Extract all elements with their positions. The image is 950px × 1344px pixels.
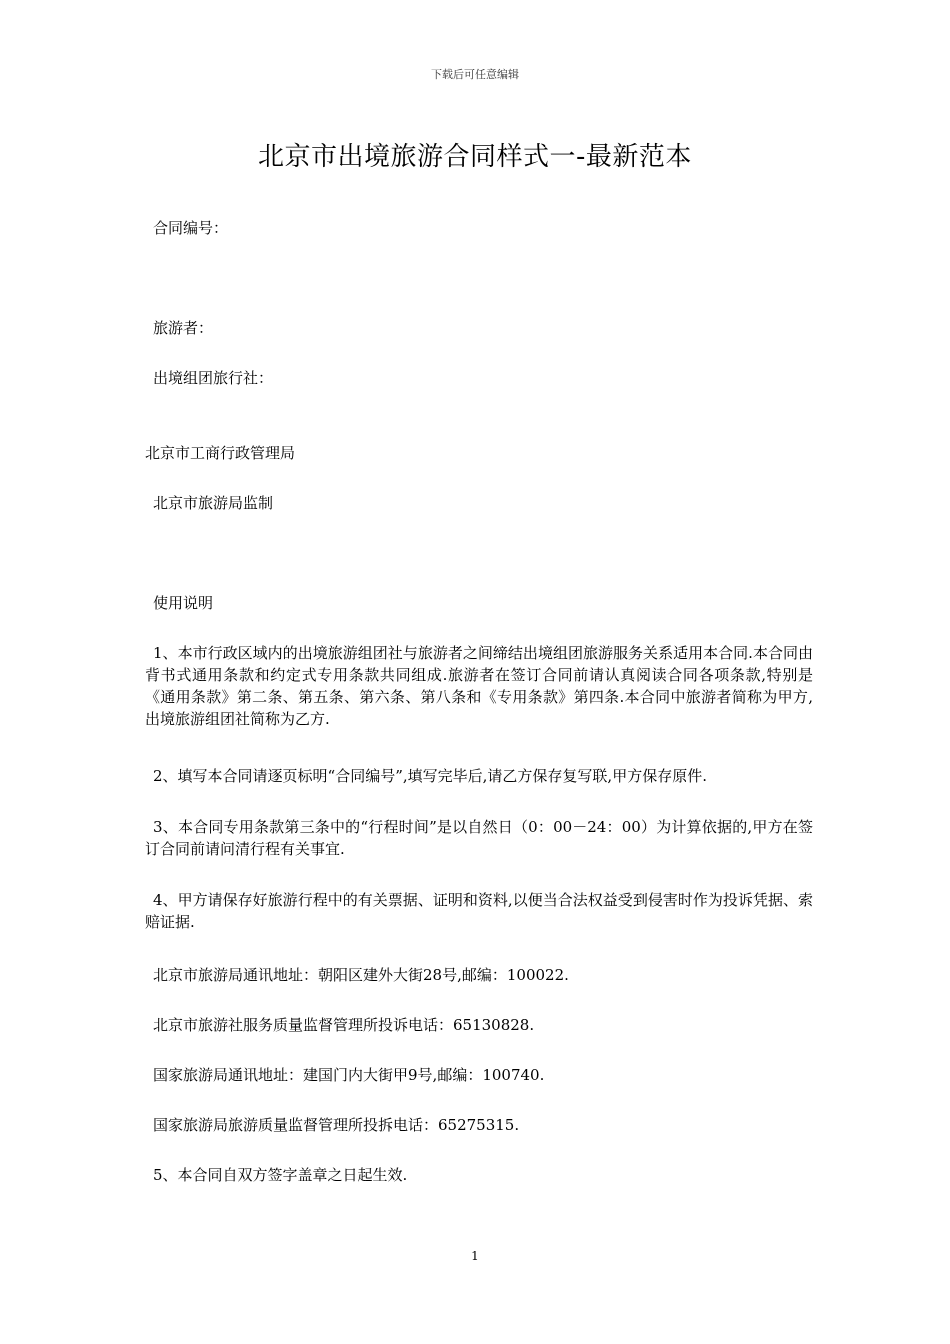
issuer-line-1: 北京市工商行政管理局	[145, 444, 296, 462]
instruction-item-1-text: 1、本市行政区域内的出境旅游组团社与旅游者之间缔结出境组团旅游服务关系适用本合同.本合同由背书式通用条款和约定式专用条款共同组成.旅游者在签订合同前请认真阅读合同各项条款,特别是《通用条款》第二条、第五条、第六条、第八条和《专用条款》第四条.本合同中旅游者简称为甲方,出境旅游组团社简称为乙方.	[145, 644, 813, 728]
contact-line-2: 北京市旅游社服务质量监督管理所投诉电话：65130828.	[153, 1016, 535, 1034]
agency-field: 出境组团旅行社：	[153, 369, 274, 387]
issuer-line-2: 北京市旅游局监制	[153, 494, 274, 512]
instruction-item-3-text: 3、本合同专用条款第三条中的“行程时间”是以自然日（0：00－24：00）为计算依据的,甲方在签订合同前请问清行程有关事宜.	[145, 818, 813, 858]
instructions-heading: 使用说明	[153, 594, 214, 612]
instruction-item-3	[145, 816, 813, 860]
instruction-item-4	[145, 889, 813, 933]
contact-line-4: 国家旅游局旅游质量监督管理所投拆电话：65275315.	[153, 1116, 520, 1134]
document-title: 北京市出境旅游合同样式一-最新范本	[258, 142, 692, 172]
contact-line-1: 北京市旅游局通讯地址：朝阳区建外大街28号,邮编：100022.	[153, 966, 569, 984]
instruction-item-5: 5、本合同自双方签字盖章之日起生效.	[153, 1166, 408, 1184]
contact-line-3: 国家旅游局通讯地址：建国门内大街甲9号,邮编：100740.	[153, 1066, 545, 1084]
instruction-item-1	[145, 642, 813, 730]
traveler-field: 旅游者：	[153, 319, 214, 337]
instruction-item-4-text: 4、甲方请保存好旅游行程中的有关票据、证明和资料,以便当合法权益受到侵害时作为投诉凭据、索赔证据.	[145, 891, 813, 931]
instruction-item-2: 2、填写本合同请逐页标明“合同编号”,填写完毕后,请乙方保存复写联,甲方保存原件.	[153, 767, 707, 785]
contract-number-field: 合同编号：	[153, 219, 229, 237]
page-number: 1	[471, 1249, 479, 1263]
page-header: 下载后可任意编辑	[431, 68, 519, 81]
